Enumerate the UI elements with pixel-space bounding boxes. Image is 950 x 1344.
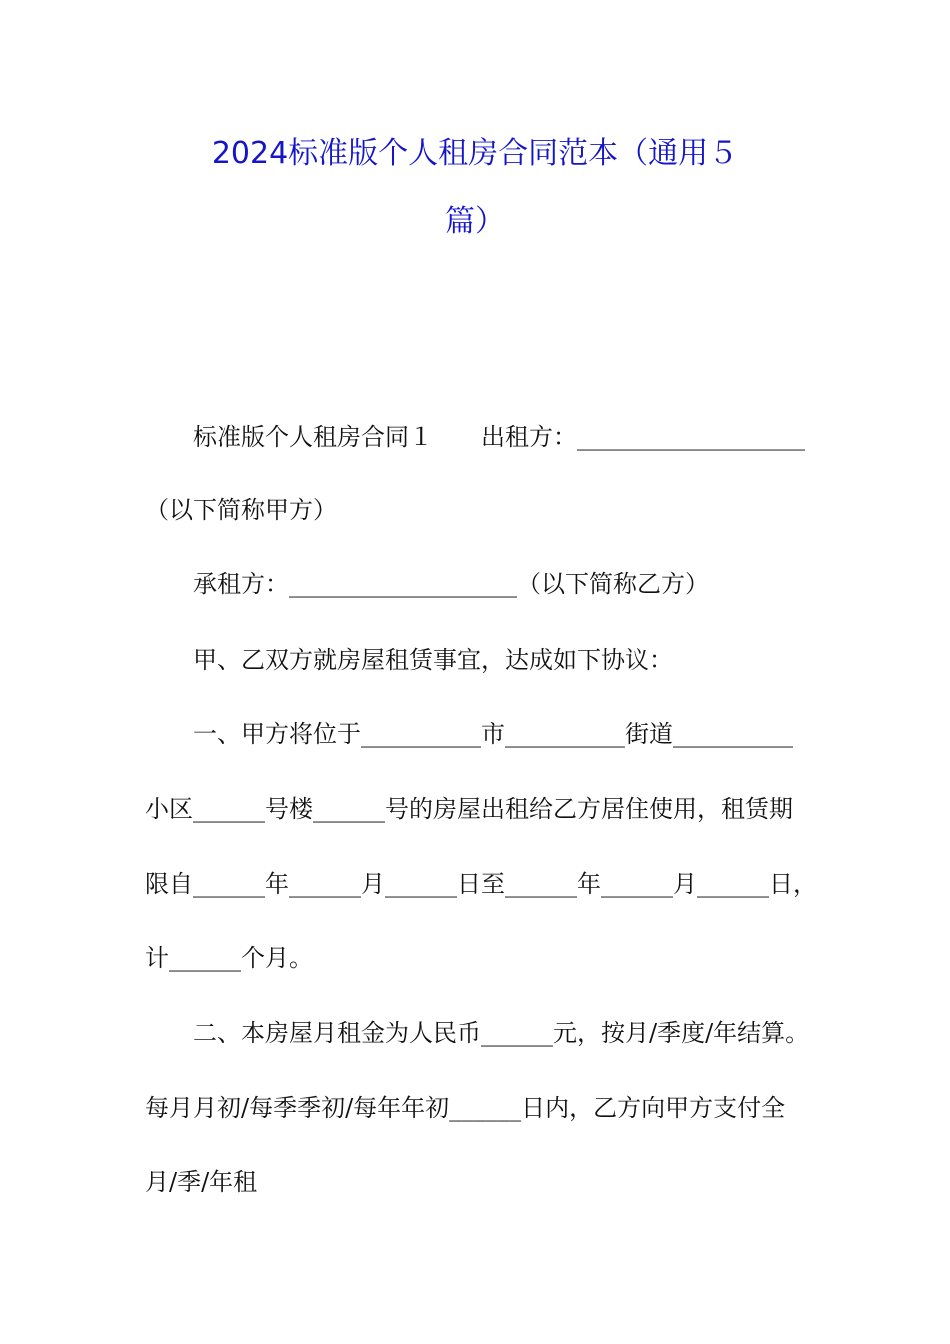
agreement-intro-line: 甲、乙双方就房屋租赁事宜，达成如下协议： <box>193 646 673 674</box>
clause-2-line-2: 每月月初/每季季初/每年年初______日内，乙方向甲方支付全 <box>145 1094 786 1122</box>
clause-1-line-4: 计______个月。 <box>145 944 313 972</box>
clause-1-line-3: 限自______年______月______日至______年______月______日， <box>145 870 817 898</box>
clause-2-line-3: 月/季/年租 <box>145 1168 258 1196</box>
clause-1-line-1: 一、甲方将位于__________市__________街道__________ <box>193 720 793 748</box>
clause-2-line-1: 二、本房屋月租金为人民币______元，按月/季度/年结算。 <box>193 1019 810 1047</box>
document-title-line-2: 篇） <box>445 204 505 239</box>
lessee-line: 承租方：___________________（以下简称乙方） <box>193 570 709 598</box>
contract-heading-and-lessor-line: 标准版个人租房合同１ 出租方：___________________ <box>193 423 805 451</box>
lessor-abbreviation-line: （以下简称甲方） <box>145 496 337 524</box>
clause-1-line-2: 小区______号楼______号的房屋出租给乙方居住使用，租赁期 <box>145 795 793 823</box>
document-title-line-1: 2024标准版个人租房合同范本（通用５ <box>211 136 739 171</box>
